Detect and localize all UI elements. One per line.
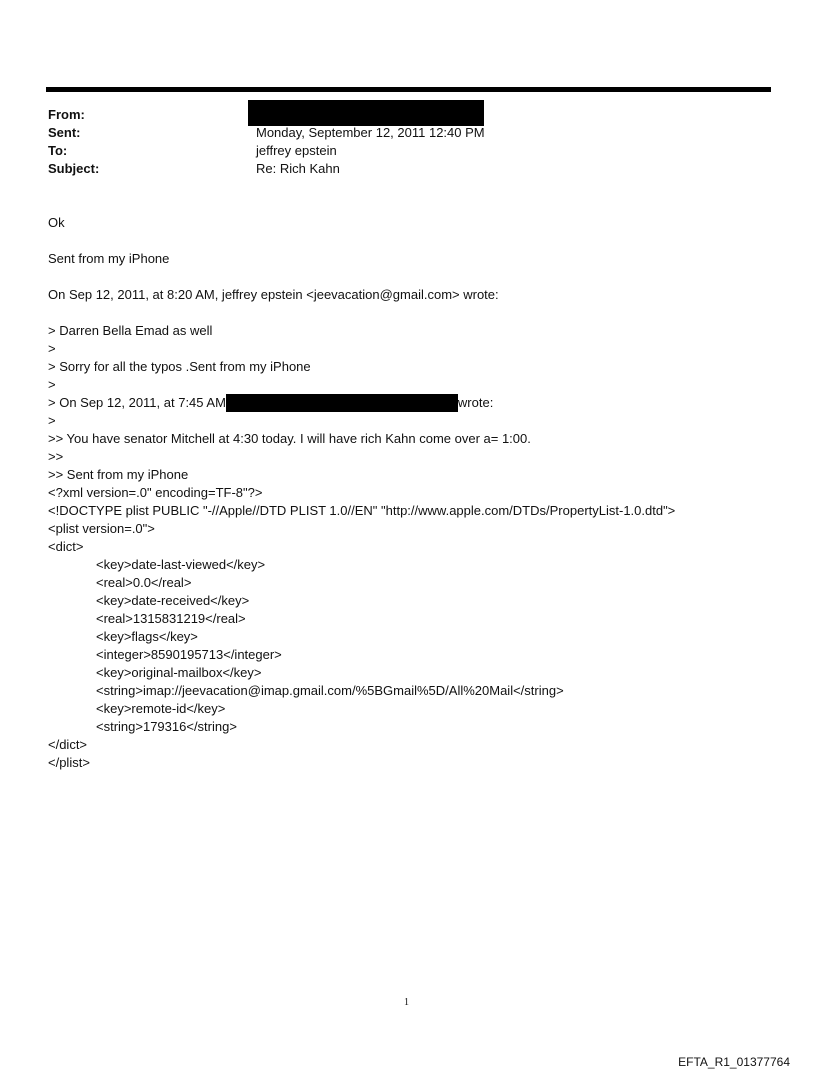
plist-xml-decl: <?xml version=.0" encoding=TF-8"?> [48,485,263,500]
sent-value: Monday, September 12, 2011 12:40 PM [256,125,485,140]
quote-line: >> You have senator Mitchell at 4:30 today. I will have rich Kahn come over a= 1:00. [48,431,531,446]
quote-line: > Darren Bella Emad as well [48,323,213,338]
sender-redaction [226,394,458,412]
quote-line: >> [48,449,64,464]
sent-label: Sent: [48,125,81,140]
plist-line: <key>flags</key> [96,629,198,644]
quote-line-redacted [48,394,493,412]
quote-prefix: > On Sep 12, 2011, at 7:45 AM [48,395,226,410]
plist-line: <key>date-received</key> [96,593,250,608]
quote-suffix: wrote: [457,395,494,410]
subject-label: Subject: [48,161,100,176]
plist-line: <key>remote-id</key> [96,701,226,716]
body-sent-from: Sent from my iPhone [48,251,170,266]
plist-line: <real>1315831219</real> [96,611,246,626]
plist-line: <string>179316</string> [96,719,237,734]
plist-line: <string>imap://jeevacation@imap.gmail.com/%5BGmail%5D/All%20Mail</string> [96,683,564,698]
page-number: 1 [404,997,409,1008]
to-row [48,142,748,160]
plist-line: <integer>8590195713</integer> [96,647,282,662]
subject-value: Re: Rich Kahn [256,161,340,176]
from-redaction [248,100,484,126]
bates-number: EFTA_R1_01377764 [678,1055,790,1069]
dict-close: </dict> [48,737,88,752]
quote-line: > [48,377,56,392]
dict-open: <dict> [48,539,84,554]
quote-line: > [48,413,56,428]
from-label: From: [48,107,85,122]
body-ok: Ok [48,215,65,230]
body-on-wrote: On Sep 12, 2011, at 8:20 AM, jeffrey epstein <jeevacation@gmail.com> wrote: [48,287,499,302]
plist-line: <key>date-last-viewed</key> [96,557,266,572]
to-label: To: [48,143,68,158]
quote-line: >> Sent from my iPhone [48,467,189,482]
plist-close: </plist> [48,755,90,770]
subject-row [48,160,748,178]
plist-open: <plist version=.0"> [48,521,155,536]
sent-row [48,124,748,142]
plist-doctype: <!DOCTYPE plist PUBLIC "-//Apple//DTD PLIST 1.0//EN" "http://www.apple.com/DTDs/PropertyList-1.0.dtd"> [48,503,676,518]
plist-line: <real>0.0</real> [96,575,192,590]
header-rule [46,87,771,92]
quote-line: > Sorry for all the typos .Sent from my iPhone [48,359,311,374]
quote-line: > [48,341,56,356]
plist-line: <key>original-mailbox</key> [96,665,262,680]
to-value: jeffrey epstein [256,143,337,158]
